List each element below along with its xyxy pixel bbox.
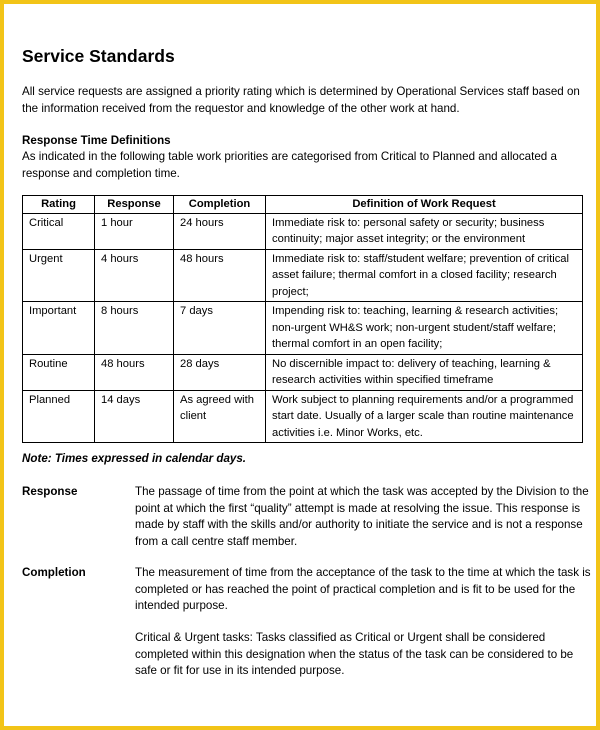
table-row — [23, 213, 583, 249]
document-page — [4, 4, 596, 726]
completion-definition: The measurement of time from the acceptance of the task to the time at which the task is completed or has reached the point of practical completion and is fit to be used for the intended purpose. — [135, 566, 591, 612]
header-rating: Rating — [23, 196, 95, 214]
priority-table — [22, 195, 583, 443]
cell-completion: 7 days — [174, 302, 266, 355]
header-response: Response — [95, 196, 174, 214]
cell-rating: Routine — [23, 354, 95, 390]
cell-rating: Urgent — [23, 249, 95, 302]
cell-definition: Immediate risk to: personal safety or security; business continuity; major asset integrity; or the environment — [266, 213, 583, 249]
cell-response: 48 hours — [95, 354, 174, 390]
cell-definition: No discernible impact to: delivery of teaching, learning & research activities within specified timeframe — [266, 354, 583, 390]
cell-definition: Immediate risk to: staff/student welfare; prevention of critical asset failure; thermal comfort in a closed facility; research project; — [266, 249, 583, 302]
response-time-intro: As indicated in the following table work priorities are categorised from Critical to Planned and allocated a response and completion time. — [22, 150, 557, 180]
cell-completion: 28 days — [174, 354, 266, 390]
cell-response: 4 hours — [95, 249, 174, 302]
response-term: Response — [22, 485, 78, 498]
header-definition: Definition of Work Request — [266, 196, 583, 214]
cell-rating: Planned — [23, 390, 95, 443]
table-row — [23, 354, 583, 390]
cell-completion: 48 hours — [174, 249, 266, 302]
cell-definition: Impending risk to: teaching, learning & research activities; non-urgent WH&S work; non-urgent student/staff welfare; thermal comfort in an open facility; — [266, 302, 583, 355]
page-title: Service Standards — [22, 46, 175, 66]
table-row — [23, 302, 583, 355]
cell-definition: Work subject to planning requirements and/or a programmed start date. Usually of a larger scale than routine maintenance activities i.e. Minor Works, etc. — [266, 390, 583, 443]
calendar-days-note: Note: Times expressed in calendar days. — [22, 452, 247, 465]
cell-completion: 24 hours — [174, 213, 266, 249]
cell-rating: Critical — [23, 213, 95, 249]
table-row — [23, 390, 583, 443]
critical-urgent-definition: Critical & Urgent tasks: Tasks classified as Critical or Urgent shall be considered completed within this designation when the status of the task can be considered to be safe or fit for use in its intended purpose. — [135, 631, 574, 677]
cell-rating: Important — [23, 302, 95, 355]
cell-completion: As agreed with client — [174, 390, 266, 443]
completion-term: Completion — [22, 566, 86, 579]
table-row — [23, 249, 583, 302]
cell-response: 14 days — [95, 390, 174, 443]
response-definition: The passage of time from the point at which the task was accepted by the Division to the point at which the first “quality” attempt is made at resolving the issue. This response is made by staff with the skills and/or authority to initiate the service and is not a response from a call centre staff member. — [135, 485, 589, 548]
cell-response: 8 hours — [95, 302, 174, 355]
intro-paragraph: All service requests are assigned a priority rating which is determined by Operational Services staff based on the information received from the requestor and knowledge of the other work at hand. — [22, 85, 580, 115]
cell-response: 1 hour — [95, 213, 174, 249]
table-header-row — [23, 196, 583, 214]
header-completion: Completion — [174, 196, 266, 214]
response-time-heading: Response Time Definitions — [22, 134, 171, 147]
